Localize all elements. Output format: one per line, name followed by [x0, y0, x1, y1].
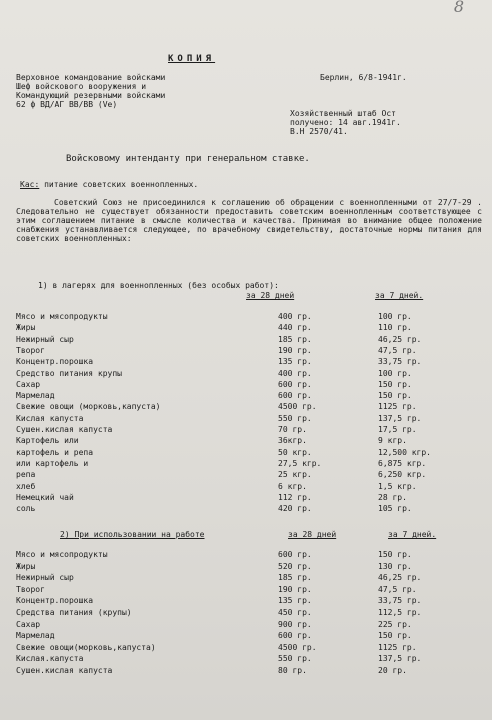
row-item: Нежирный сыр: [16, 334, 74, 344]
row-value-7: 46,25 гр.: [378, 573, 422, 583]
table-row: [16, 608, 486, 617]
row-item: Концентр.порошка: [16, 596, 94, 606]
table-row: [16, 448, 486, 457]
table-row: [16, 470, 486, 479]
row-value-7: 47,5 гр.: [378, 345, 417, 355]
row-value-7: 130 гр.: [378, 561, 412, 571]
section2-col-28: за 28 дней: [288, 530, 337, 539]
row-item: Мясо и мясопродукты: [16, 550, 108, 559]
row-value-28: 135 гр.: [278, 357, 312, 367]
row-value-28: 440 гр.: [278, 323, 312, 333]
table-row: [16, 504, 486, 513]
row-value-7: 112,5 гр.: [378, 608, 422, 617]
section2-col-7: за 7 дней.: [388, 530, 437, 539]
sender-line-1: Верховное командование войсками: [16, 73, 166, 82]
row-item: Творог: [16, 584, 45, 594]
row-item: картофель и репа: [16, 447, 94, 457]
city-date: Берлин, 6/8-1941г.: [320, 73, 407, 82]
table-row: [16, 573, 486, 582]
section1-col-7: за 7 дней.: [375, 291, 424, 300]
table-row: [16, 357, 486, 366]
received-line-1: Хозяйственный штаб Ост: [290, 109, 396, 118]
row-item: или картофель и: [16, 458, 89, 468]
row-value-28: 420 гр.: [278, 504, 312, 514]
row-item: Мясо и мясопродукты: [16, 312, 108, 321]
sender-line-3: Командующий резервными войсками: [16, 91, 166, 100]
row-value-28: 600 гр.: [278, 391, 312, 401]
row-value-7: 150 гр.: [378, 631, 412, 641]
sender-line-2: Шеф войскового вооружения и: [16, 82, 147, 91]
row-value-7: 6,250 кгр.: [378, 470, 427, 480]
row-item: Концентр.порошка: [16, 357, 94, 367]
row-value-28: 400 гр.: [278, 312, 312, 321]
row-value-28: 550 гр.: [278, 654, 312, 664]
row-value-28: 80 гр.: [278, 666, 307, 675]
table-row: [16, 402, 486, 411]
row-value-7: 225 гр.: [378, 619, 412, 629]
row-value-28: 185 гр.: [278, 573, 312, 583]
subject-label: Кас:: [20, 180, 40, 189]
row-item: Мармелад: [16, 391, 55, 401]
row-item: Средства питания (крупы): [16, 608, 132, 617]
row-value-7: 1125 гр.: [378, 642, 417, 652]
row-value-28: 190 гр.: [278, 584, 312, 594]
row-value-7: 150 гр.: [378, 550, 412, 559]
row-item: Картофель или: [16, 436, 79, 446]
table-row: [16, 323, 486, 332]
table-row: [16, 414, 486, 423]
row-value-7: 100 гр.: [378, 368, 412, 378]
row-value-28: 190 гр.: [278, 345, 312, 355]
table-row: [16, 666, 486, 675]
table-row: [16, 482, 486, 491]
row-value-7: 105 гр.: [378, 504, 412, 514]
main-paragraph: Советский Союз не присоединился к соглашению об обращении с военнопленными от 27/7-29 . Следовательно не существует обязанности предоставить советским военнопленным соответствующее с этим соглашением питание в смысле количества и качества. Принимая во внимание общее положение снабжения устанавливается следующее, по врачебному свидетельству, достаточные нормы питания для советских военнопленных:: [16, 198, 482, 243]
table-row: [16, 335, 486, 344]
row-item: Сахар: [16, 379, 41, 389]
row-value-7: 46,25 гр.: [378, 334, 422, 344]
row-item: Сахар: [16, 619, 41, 629]
row-value-28: 600 гр.: [278, 631, 312, 641]
row-value-28: 450 гр.: [278, 608, 312, 617]
row-value-28: 900 гр.: [278, 619, 312, 629]
table-row: [16, 346, 486, 355]
row-item: Жиры: [16, 323, 36, 333]
row-value-7: 33,75 гр.: [378, 357, 422, 367]
row-item: Кислая.капуста: [16, 654, 84, 664]
row-value-28: 50 кгр.: [278, 447, 312, 457]
row-item: Кислая капуста: [16, 413, 84, 423]
row-value-7: 20 гр.: [378, 666, 407, 675]
row-value-28: 36кгр.: [278, 436, 307, 446]
table-row: [16, 643, 486, 652]
table-row: [16, 436, 486, 445]
row-value-7: 150 гр.: [378, 391, 412, 401]
subject-text: питание советских военнопленных.: [44, 180, 199, 189]
received-line-3: В.Н 2570/41.: [290, 127, 348, 136]
row-item: Жиры: [16, 561, 36, 571]
row-value-7: 9 кгр.: [378, 436, 407, 446]
section1-heading: 1) в лагерях для военнопленных (без особых работ):: [38, 281, 279, 290]
table-row: [16, 425, 486, 434]
row-item: Свежие овощи(морковь,капуста): [16, 642, 156, 652]
row-value-7: 137,5 гр.: [378, 413, 422, 423]
section2-heading: 2) При использовании на работе: [60, 530, 205, 539]
row-item: репа: [16, 470, 36, 480]
row-value-28: 112 гр.: [278, 492, 312, 502]
table-row: [16, 312, 486, 321]
row-value-28: 27,5 кгр.: [278, 458, 322, 468]
addressee: Войсковому интенданту при генеральном ставке.: [66, 154, 310, 164]
table-row: [16, 459, 486, 468]
row-value-7: 100 гр.: [378, 312, 412, 321]
subject-line: [20, 180, 198, 189]
row-value-28: 400 гр.: [278, 368, 312, 378]
row-value-28: 4500 гр.: [278, 642, 317, 652]
row-value-7: 110 гр.: [378, 323, 412, 333]
corner-mark: 8: [453, 0, 464, 16]
table-row: [16, 380, 486, 389]
table-row: [16, 585, 486, 594]
table-row: [16, 562, 486, 571]
row-value-7: 17,5 гр.: [378, 425, 417, 434]
row-value-28: 550 гр.: [278, 413, 312, 423]
row-value-28: 70 гр.: [278, 425, 307, 434]
row-value-28: 185 гр.: [278, 334, 312, 344]
row-value-7: 1125 гр.: [378, 402, 417, 412]
row-item: Немецкий чай: [16, 492, 74, 502]
section1-col-28: за 28 дней: [246, 291, 295, 300]
received-line-2: получено: 14 авг.1941г.: [290, 118, 401, 127]
row-value-28: 4500 гр.: [278, 402, 317, 412]
table-row: [16, 654, 486, 663]
row-value-28: 6 кгр.: [278, 481, 307, 491]
row-value-7: 12,500 кгр.: [378, 447, 431, 457]
row-item: Сушен.кислая капуста: [16, 666, 113, 675]
row-value-7: 6,875 кгр.: [378, 458, 427, 468]
row-item: хлеб: [16, 481, 36, 491]
row-item: Свежие овощи (морковь,капуста): [16, 402, 161, 412]
row-value-7: 28 гр.: [378, 492, 407, 502]
row-value-7: 150 гр.: [378, 379, 412, 389]
document-title: КОПИЯ: [168, 54, 216, 64]
row-item: соль: [16, 504, 36, 514]
row-value-7: 47,5 гр.: [378, 584, 417, 594]
row-value-7: 137,5 гр.: [378, 654, 422, 664]
table-row: [16, 493, 486, 502]
row-value-28: 135 гр.: [278, 596, 312, 606]
table-row: [16, 631, 486, 640]
row-value-7: 33,75 гр.: [378, 596, 422, 606]
table-row: [16, 391, 486, 400]
reference-number: 62 ф ВД/АГ ВВ/ВВ (Ve): [16, 100, 118, 109]
row-value-28: 25 кгр.: [278, 470, 312, 480]
row-item: Мармелад: [16, 631, 55, 641]
row-item: Творог: [16, 345, 45, 355]
row-value-28: 520 гр.: [278, 561, 312, 571]
table-row: [16, 596, 486, 605]
row-item: Нежирный сыр: [16, 573, 74, 583]
table-row: [16, 620, 486, 629]
row-item: Сушен.кислая капуста: [16, 425, 113, 434]
row-value-28: 600 гр.: [278, 379, 312, 389]
table-row: [16, 550, 486, 559]
row-value-7: 1,5 кгр.: [378, 481, 417, 491]
table-row: [16, 369, 486, 378]
row-value-28: 600 гр.: [278, 550, 312, 559]
row-item: Средство питания крупы: [16, 368, 122, 378]
